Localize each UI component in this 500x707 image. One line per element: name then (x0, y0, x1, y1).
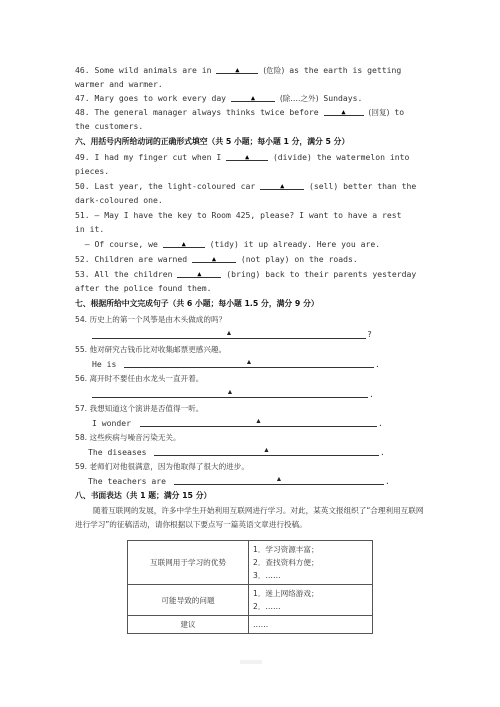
answer-line-57[interactable]: ▲ (140, 416, 377, 427)
question-59-end: . (385, 476, 390, 486)
section-8-intro: 随着互联网的发展，许多中学生开始利用互联网进行学习。对此，某英文报组织了“合理利用互联网进行学习”的征稿活动，请你根据以下要点写一篇英语文章进行投稿。 (75, 506, 424, 529)
question-51-continued: in it. (75, 224, 105, 234)
section-7-title: 七、根据所给中文完成句子（共 6 小题；每小题 1.5 分，满分 9 分） (75, 299, 319, 308)
question-51: 51. – May I have the key to Room 425, please? I want to have a rest (75, 210, 402, 220)
answer-line-54[interactable]: ▲ (92, 328, 366, 339)
question-52: 52. Children are warned ▲ (not play) on the roads. (75, 254, 358, 264)
question-48-continued: the customers. (75, 121, 144, 131)
question-54-prompt: 54. 历史上的第一个风筝是由木头做成的吗？ (75, 315, 227, 324)
question-55-prefix: He is (92, 359, 117, 369)
question-53: 53. All the children ▲ (bring) back to their parents yesterday (75, 269, 417, 279)
table-row-key: 互联网用于学习的优势 (128, 541, 249, 585)
question-57-prompt: 57. 我想知道这个演讲是否值得一听。 (75, 404, 204, 413)
answer-blank-46[interactable]: ▲ (216, 64, 258, 74)
question-48: 48. The general manager always thinks twice before ▲ (回复) to (75, 107, 405, 117)
question-54-end: ? (367, 329, 372, 339)
answer-blank-49[interactable]: ▲ (226, 151, 268, 161)
question-56-end: . (369, 389, 374, 399)
question-58-prompt: 58. 这些疾病与噪音污染无关。 (75, 433, 181, 442)
question-46: 46. Some wild animals are in ▲ (危险) as the earth is getting (75, 65, 402, 75)
table-row (128, 585, 373, 616)
table-row (128, 541, 373, 585)
answer-blank-48[interactable]: ▲ (324, 106, 364, 116)
essay-points-table (127, 540, 373, 634)
answer-line-56[interactable]: ▲ (92, 387, 368, 398)
answer-blank-47[interactable]: ▲ (231, 92, 275, 102)
answer-line-55[interactable]: ▲ (124, 357, 374, 368)
question-50: 50. Last year, the light-coloured car ▲ (sell) better than the (75, 181, 417, 191)
question-51-reply: – Of course, we ▲ (tidy) it up already. Here you are. (75, 239, 381, 249)
table-row (128, 616, 373, 634)
question-57-end: . (378, 418, 383, 428)
question-49: 49. I had my finger cut when I ▲ (divide) the watermelon into (75, 152, 410, 162)
question-58-prefix: The diseases (88, 447, 147, 457)
question-57-prefix: I wonder (92, 418, 131, 428)
answer-line-58[interactable]: ▲ (154, 445, 379, 456)
question-59-prompt: 59. 老师们对他很满意，因为他取得了很大的进步。 (75, 462, 249, 471)
question-50-continued: dark-coloured one. (75, 195, 163, 205)
question-58-end: . (380, 447, 385, 457)
answer-blank-51[interactable]: ▲ (163, 238, 205, 248)
question-46-continued: warmer and warmer. (75, 79, 163, 89)
table-row-key: 建议 (128, 616, 249, 634)
table-row-items: …… (249, 616, 373, 634)
answer-blank-52[interactable]: ▲ (192, 253, 236, 263)
answer-blank-50[interactable]: ▲ (260, 180, 304, 190)
question-55-end: . (375, 359, 380, 369)
section-6-title: 六、用括号内所给动词的正确形式填空（共 5 小题；每小题 1 分，满分 5 分） (75, 137, 350, 146)
table-row-key: 可能导致的问题 (128, 585, 249, 616)
question-56-prompt: 56. 离开时不要任由水龙头一直开着。 (75, 374, 204, 383)
table-row-items: 1．学习资源丰富； 2．查找资料方便； 3．…… (249, 541, 373, 585)
section-8-title: 八、书面表达（共 1 题；满分 15 分） (75, 491, 212, 500)
question-53-continued: after the police found them. (75, 283, 212, 293)
answer-blank-53[interactable]: ▲ (177, 268, 221, 278)
question-47: 47. Mary goes to work every day ▲ (除….之外) Sundays. (75, 93, 363, 103)
question-49-continued: pieces. (75, 166, 110, 176)
question-55-prompt: 55. 他对研究古钱币比对收集邮票更感兴趣。 (75, 345, 227, 354)
answer-line-59[interactable]: ▲ (174, 474, 384, 485)
table-row-items: 1．迷上网络游戏； 2．…… (249, 585, 373, 616)
footer-mark (240, 660, 262, 664)
question-59-prefix: The teachers are (88, 476, 166, 486)
